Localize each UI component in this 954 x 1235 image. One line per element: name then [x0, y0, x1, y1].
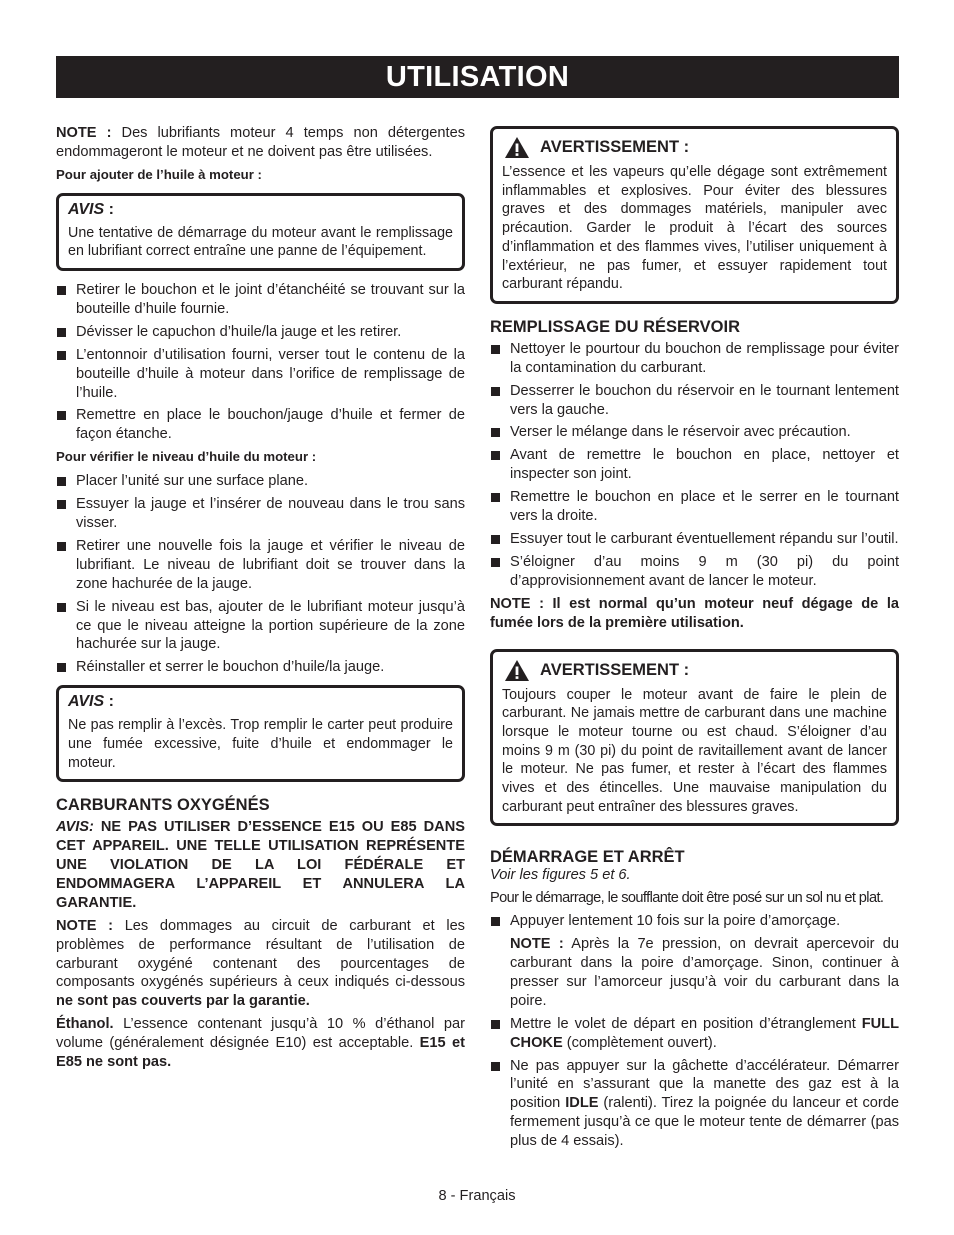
bullet-icon [57, 603, 66, 612]
bullet-icon [491, 493, 500, 502]
list-item: Dévisser le capuchon d’huile/la jauge et les retirer. [56, 323, 465, 342]
list-item: Avant de remettre le bouchon en place, nettoyer et inspecter son joint. [490, 446, 899, 484]
warning-text: Toujours couper le moteur avant de faire le plein de carburant. Ne jamais mettre de carburant dans une machine lorsque le moteur tourne ou est chaud. S’éloigner d’au moins 9 m (30 pi) du point de ravitaillement avant de lancer le moteur. Ne pas fumer, et rester à l’écart des flammes vives et des étincelles. Une mauvaise manipulation du carburant peut entraîner des blessures graves. [502, 686, 887, 815]
note-warranty: NOTE : Les dommages au circuit de carburant et les problèmes de performance résultant de l’utilisation de carburant oxygéné contenant des pourcentages de composants oxygénés supérieurs à ceux indiqués ci-dessous ne sont pas couverts par la garantie. [56, 917, 465, 1010]
start-intro: Pour le démarrage, le soufflante doit être posé sur un sol nu et plat. [490, 890, 884, 907]
bullet-icon [491, 558, 500, 567]
section-heading-fill-tank: REMPLISSAGE DU RÉSERVOIR [490, 317, 740, 336]
bullet-icon [57, 328, 66, 337]
avis-text: Une tentative de démarrage du moteur avant le remplissage en lubrifiant correct entraîne une panne de l’équipement. [68, 224, 453, 260]
warning-text: L’essence et les vapeurs qu’elle dégage sont extrêmement inflammables et explosives. Pour éviter des blessures graves et des dommages matériels, manipuler avec précaution. Garder le produit à l’écart des sources d’inflammation et des flammes vives, l’utiliser uniquement à l’extérieur, ne pas fumer, et essuyer rapidement tout carburant répandu. [502, 164, 887, 293]
section-heading-start-stop: DÉMARRAGE ET ARRÊT [490, 848, 685, 867]
list-item: Verser le mélange dans le réservoir avec précaution. [490, 423, 899, 442]
start-list [490, 912, 899, 931]
note-primer: NOTE : Après la 7e pression, on devrait apercevoir du carburant dans la poire d’amorçage. Sinon, continuer à presser sur l’amorceur jusqu’à voir du carburant dans la poire. [510, 936, 899, 1009]
bullet-icon [491, 345, 500, 354]
list-item: Mettre le volet de départ en position d’étranglement FULL CHOKE (complètement ouvert). [490, 1015, 899, 1053]
start-list-continued [490, 1015, 899, 1151]
subheading-check-oil: Pour vérifier le niveau d’huile du moteur : [56, 449, 317, 465]
bullet-icon [57, 542, 66, 551]
list-item: Essuyer tout le carburant éventuellement répandu sur l’outil. [490, 530, 899, 549]
list-item: Desserrer le bouchon du réservoir en le tournant lentement vers la gauche. [490, 382, 899, 420]
avis-title: AVIS [68, 693, 105, 711]
fill-tank-list [490, 340, 899, 591]
list-item: Retirer une nouvelle fois la jauge et vérifier le niveau de lubrifiant. Le niveau de lubrifiant doit se trouver dans la zone hachurée de la jauge. [56, 537, 465, 594]
bullet-icon [57, 477, 66, 486]
bullet-icon [491, 1020, 500, 1029]
list-item: Si le niveau est bas, ajouter de le lubrifiant moteur jusqu’à ce que le niveau atteigne la portion supérieure de la zone hachurée sur la jauge. [56, 598, 465, 655]
section-heading-oxygenated-fuels: CARBURANTS OXYGÉNÉS [56, 796, 270, 815]
list-item: Nettoyer le pourtour du bouchon de remplissage pour éviter la contamination du carburant. [490, 340, 899, 378]
avis-box-1: AVIS : Une tentative de démarrage du moteur avant le remplissage en lubrifiant correct entraîne une panne de l’équipement. [56, 193, 465, 271]
bullet-icon [491, 387, 500, 396]
bullet-icon [57, 500, 66, 509]
bullet-icon [57, 286, 66, 295]
ethanol-paragraph: Éthanol. L’essence contenant jusqu’à 10 % d’éthanol par volume (généralement désignée E10) est acceptable. E15 et E85 ne sont pas. [56, 1016, 466, 1071]
warning-icon [504, 659, 530, 682]
bullet-icon [491, 451, 500, 460]
list-item: Réinstaller et serrer le bouchon d’huile/la jauge. [56, 658, 465, 677]
page-title: UTILISATION [56, 56, 899, 98]
avis-inline: AVIS: NE PAS UTILISER D’ESSENCE E15 OU E85 DANS CET APPAREIL. UNE TELLE UTILISATION REPRÉSENTE UNE VIOLATION DE LA LOI FÉDÉRALE ET ENDOMMAGERA L’APPAREIL ET ANNULERA LA GARANTIE. [56, 819, 465, 911]
add-oil-list [56, 281, 465, 444]
warning-title: AVERTISSEMENT : [540, 660, 690, 679]
see-figures: Voir les figures 5 et 6. [490, 867, 631, 884]
list-item: Remettre le bouchon en place et le serrer en le tournant vers la droite. [490, 488, 899, 526]
bullet-icon [57, 351, 66, 360]
note-new-engine-smoke: NOTE : Il est normal qu’un moteur neuf dégage de la fumée lors de la première utilisation. [490, 595, 899, 631]
list-item: Retirer le bouchon et le joint d’étanchéité se trouvant sur la bouteille d’huile fournie. [56, 281, 465, 319]
bullet-icon [491, 428, 500, 437]
avis-title: AVIS [68, 200, 105, 218]
warning-box-2 [490, 649, 899, 827]
list-item: L’entonnoir d’utilisation fourni, verser tout le contenu de la bouteille d’huile à moteur dans l’orifice de remplissage de l’huile. [56, 346, 465, 403]
avis-box-2: AVIS : Ne pas remplir à l’excès. Trop remplir le carter peut produire une fumée excessive, fuite d’huile et endommager le moteur. [56, 685, 465, 782]
list-item: Appuyer lentement 10 fois sur la poire d’amorçage. [490, 912, 899, 931]
list-item: Placer l’unité sur une surface plane. [56, 472, 465, 491]
bullet-icon [491, 535, 500, 544]
bullet-icon [491, 1062, 500, 1071]
left-column [56, 124, 465, 1076]
warning-title: AVERTISSEMENT : [540, 138, 690, 157]
bullet-icon [57, 411, 66, 420]
warning-box-1 [490, 126, 899, 304]
list-item: S’éloigner d’au moins 9 m (30 pi) du point d’approvisionnement avant de lancer le moteur. [490, 553, 899, 591]
bullet-icon [57, 663, 66, 672]
note-lubricant: NOTE : Des lubrifiants moteur 4 temps non détergentes endommageront le moteur et ne doivent pas être utilisées. [56, 125, 465, 160]
page-footer: 8 - Français [438, 1188, 516, 1204]
bullet-icon [491, 917, 500, 926]
warning-icon [504, 136, 530, 159]
check-oil-list [56, 472, 465, 677]
right-column [490, 124, 899, 1155]
list-item: Essuyer la jauge et l’insérer de nouveau dans le trou sans visser. [56, 495, 465, 533]
list-item: Remettre en place le bouchon/jauge d’huile et fermer de façon étanche. [56, 406, 465, 444]
list-item: Ne pas appuyer sur la gâchette d’accélérateur. Démarrer l’unité en s’assurant que la manette des gaz est à la position IDLE (ralenti). Tirez la poignée du lanceur et corde fermement jusqu’à ce que le moteur tente de démarrer (pas plus de 4 essais). [490, 1057, 899, 1152]
avis-text: Ne pas remplir à l’excès. Trop remplir le carter peut produire une fumée excessive, fuite d’huile et endommager le moteur. [68, 717, 453, 771]
subheading-add-oil: Pour ajouter de l’huile à moteur : [56, 166, 262, 182]
